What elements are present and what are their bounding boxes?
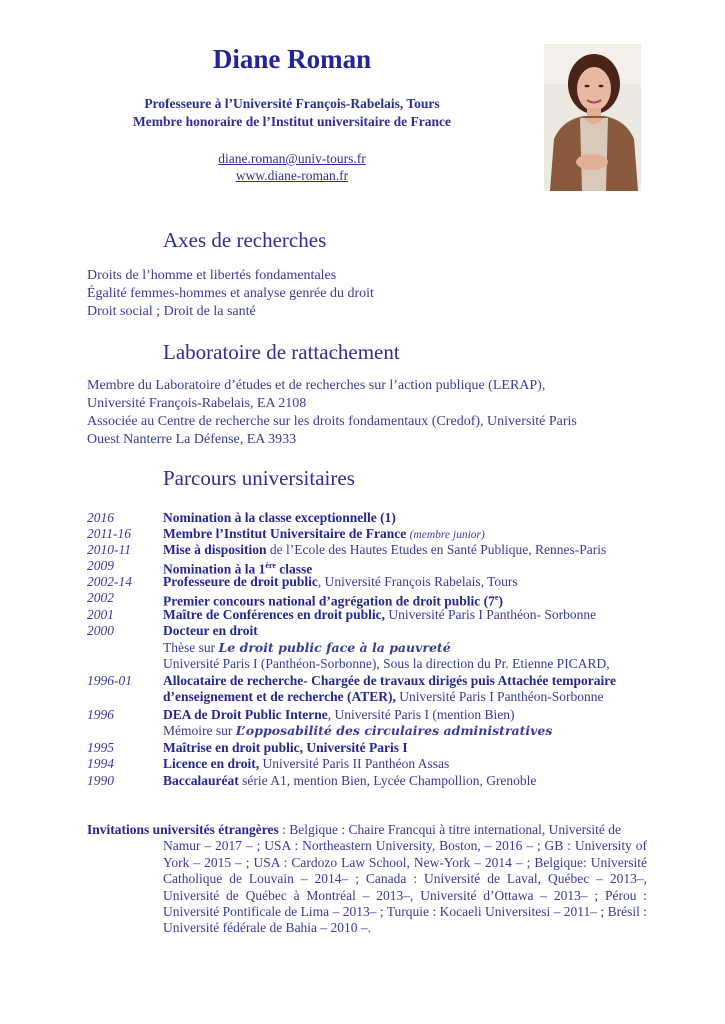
timeline-title: Allocataire de recherche- Chargée de travaux dirigés puis Attachée temporaire — [163, 673, 617, 688]
timeline-year: 2000 — [87, 623, 114, 638]
website-link[interactable]: www.diane-roman.fr — [235, 168, 349, 183]
timeline-title: Professeure de droit public — [163, 574, 318, 589]
memoire-title: L’opposabilité des circulaires administratives — [235, 723, 553, 738]
timeline-year: 2002-14 — [87, 574, 132, 589]
section-heading-axes: Axes de recherches — [163, 228, 327, 252]
invitations-block — [87, 822, 647, 937]
timeline-detail: Université Paris I Panthéon- Sorbonne — [384, 607, 597, 622]
affiliation — [87, 95, 497, 131]
thesis-prefix: Thèse sur — [163, 640, 219, 655]
invitations-label: Invitations universités étrangères — [87, 822, 279, 837]
timeline-title: Baccalauréat — [163, 773, 239, 788]
timeline-year: 2010-11 — [87, 542, 131, 557]
affiliation-line-2: Membre honoraire de l’Institut universitaire de France — [133, 114, 451, 129]
list-item: Égalité femmes-hommes et analyse genrée du droit — [87, 286, 374, 301]
section-heading-labo: Laboratoire de rattachement — [163, 340, 400, 364]
timeline-title: DEA de Droit Public Interne — [163, 707, 328, 722]
portrait-photo — [544, 44, 641, 191]
timeline-title-end: ) — [498, 593, 503, 609]
timeline-title: Nomination à la 1 — [163, 561, 266, 577]
labo-text — [87, 377, 647, 449]
timeline-year: 1996 — [87, 707, 114, 722]
timeline-detail: , Université Paris I (mention Bien) — [327, 707, 515, 722]
timeline-title: Membre l’Institut Universitaire de France — [163, 526, 407, 541]
timeline-detail: Université Paris I (Panthéon-Sorbonne), Sous la direction du Pr. Etienne PICARD, — [163, 656, 610, 671]
timeline-detail: de l’Ecole des Hautes Etudes en Santé Publique, Rennes-Paris — [266, 542, 607, 557]
timeline-year: 2002 — [87, 590, 114, 605]
timeline-detail: série A1, mention Bien, Lycée Champollion, Grenoble — [238, 773, 537, 788]
invitations-first-line: : Belgique : Chaire Francqui à titre international, Université de — [278, 822, 622, 837]
timeline-title: Licence en droit, — [163, 756, 260, 771]
timeline-detail: Université Paris II Panthéon Assas — [259, 756, 450, 771]
labo-line: Université François-Rabelais, EA 2108 — [87, 396, 307, 411]
axes-list — [87, 267, 647, 321]
section-heading-parcours: Parcours universitaires — [163, 466, 355, 490]
timeline-title: d’enseignement et de recherche (ATER), — [163, 689, 396, 704]
memoire-prefix: Mémoire sur — [163, 723, 236, 738]
timeline-title: Maître de Conférences en droit public, — [163, 607, 385, 622]
labo-line: Membre du Laboratoire d’études et de recherches sur l’action publique (LERAP), — [87, 378, 546, 393]
list-item: Droit social ; Droit de la santé — [87, 304, 256, 319]
timeline-sup: ère — [265, 561, 276, 570]
thesis-title: Le droit public face à la pauvreté — [218, 640, 451, 655]
timeline-sup: e — [494, 593, 499, 602]
timeline-title-end: classe — [275, 561, 313, 577]
timeline-title: Maîtrise en droit public, Université Paris I — [163, 740, 408, 755]
timeline-note: (membre junior) — [409, 529, 485, 541]
invitations-text: Namur – 2017 – ; USA : Northeastern University, Boston, – 2016 – ; GB : University of York – 2015 – ; USA : Cardozo Law School, New-York – 2014 – ; Belgique: Université Catholique de Louvain – 2014– ; Canada : Université de Laval, Québec – 2013–, Université de Québec à Montréal – 2013–, Université d’Ottawa – 2013– ; Pérou : Université Pontificale de Lima – 2013– ; Turquie : Kocaeli Universitesi – 2011– ; Brésil : Université fédérale de Bahia – 2010 –. — [163, 838, 647, 936]
timeline-year: 2011-16 — [87, 526, 131, 541]
email-link[interactable]: diane.roman@univ-tours.fr — [218, 151, 366, 166]
affiliation-line-1: Professeure à l’Université François-Rabelais, Tours — [144, 96, 440, 111]
timeline-year: 2016 — [87, 510, 114, 525]
timeline-year: 2001 — [87, 607, 114, 622]
contact-block — [87, 150, 497, 184]
page-title: Diane Roman — [212, 44, 372, 74]
timeline-year: 1996-01 — [87, 673, 132, 688]
timeline-detail: Université Paris I Panthéon-Sorbonne — [395, 689, 604, 704]
timeline-year: 1995 — [87, 740, 114, 755]
timeline-year: 2009 — [87, 558, 114, 573]
labo-line: Ouest Nanterre La Défense, EA 3933 — [87, 432, 297, 447]
list-item: Droits de l’homme et libertés fondamentales — [87, 268, 337, 283]
timeline-title: Premier concours national d’agrégation de droit public (7 — [163, 593, 495, 609]
timeline-detail: , Université François Rabelais, Tours — [317, 574, 518, 589]
timeline-title: Docteur en droit — [163, 623, 258, 638]
labo-line: Associée au Centre de recherche sur les droits fondamentaux (Credof), Université Paris — [87, 414, 577, 429]
timeline-year: 1994 — [87, 756, 114, 771]
timeline-title: Nomination à la classe exceptionnelle (1) — [163, 510, 396, 525]
timeline-year: 1990 — [87, 773, 114, 788]
timeline-title: Mise à disposition — [163, 542, 267, 557]
